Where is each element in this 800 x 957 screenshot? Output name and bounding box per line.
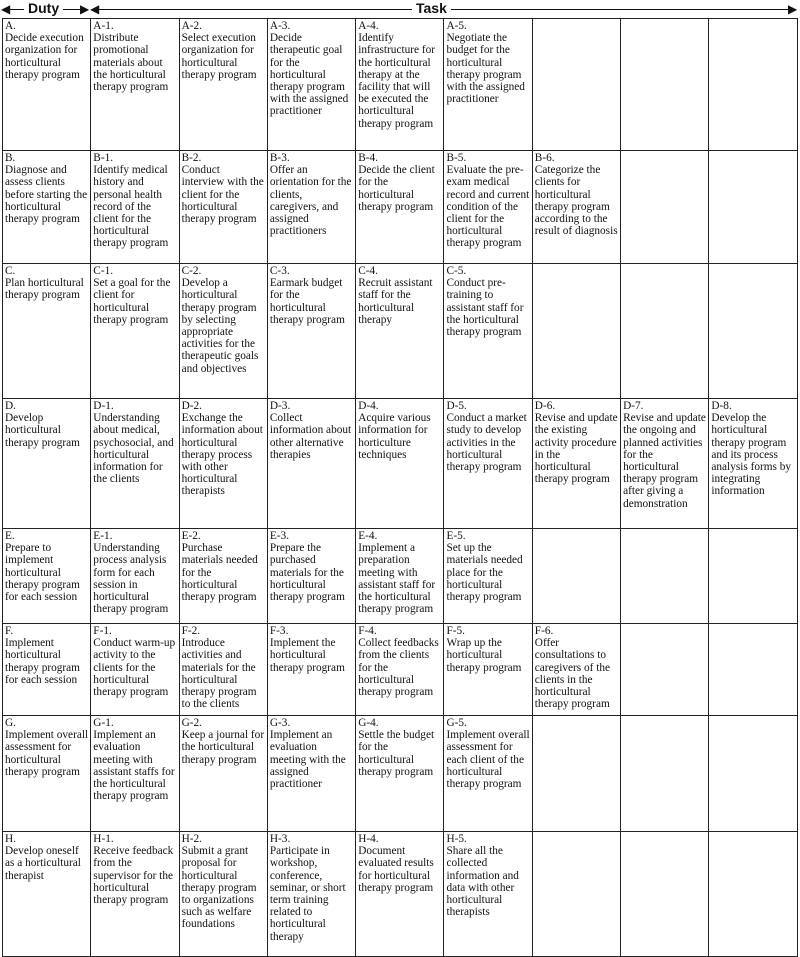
task-cell bbox=[179, 19, 267, 151]
cell-text: Participate in workshop, conference, seminar, or short term training related to horticultural therapy bbox=[269, 845, 346, 943]
cell-code: C-3. bbox=[269, 265, 290, 277]
cell-text: Settle the budget for the horticultural therapy program bbox=[358, 729, 435, 778]
table-row bbox=[3, 19, 798, 151]
cell-code: D-5. bbox=[446, 400, 467, 412]
task-cell bbox=[444, 624, 532, 716]
task-cell bbox=[356, 624, 444, 716]
cell-code: H-1. bbox=[93, 833, 114, 845]
task-header: Task bbox=[412, 0, 451, 17]
cell-code: H-3. bbox=[269, 833, 291, 845]
task-cell bbox=[179, 832, 267, 957]
task-cell bbox=[179, 716, 267, 832]
cell-text: Distribute promotional materials about the horticultural therapy program bbox=[93, 32, 169, 94]
task-cell bbox=[532, 399, 620, 529]
cell-text: Conduct interview with the client for the horticultural therapy program bbox=[181, 164, 264, 226]
cell-text: Keep a journal for the horticultural therapy program bbox=[181, 729, 265, 766]
cell-text: Develop the horticultural therapy program and its process analysis forms by integrating information bbox=[711, 412, 792, 498]
task-cell bbox=[444, 399, 532, 529]
cell-text: Set up the materials needed place for the horticultural therapy program bbox=[446, 542, 523, 604]
cell-text: Prepare to implement horticultural therapy program for each session bbox=[5, 542, 80, 604]
task-cell bbox=[267, 19, 355, 151]
cell-code: C. bbox=[5, 265, 16, 277]
cell-text: Wrap up the horticultural therapy program bbox=[446, 637, 522, 674]
cell-code: B-1. bbox=[93, 152, 114, 164]
task-cell bbox=[267, 399, 355, 529]
cell-text: Document evaluated results for horticultural therapy program bbox=[358, 845, 434, 894]
cell-text: Decide execution organization for horticultural therapy program bbox=[5, 32, 84, 81]
cell-code: G-1. bbox=[93, 717, 114, 729]
task-cell bbox=[444, 716, 532, 832]
task-cell bbox=[91, 264, 179, 399]
empty-cell bbox=[532, 264, 620, 399]
empty-cell bbox=[621, 624, 709, 716]
arrow-right-icon: ▶ bbox=[80, 2, 90, 16]
cell-text: Collect information about other alternative therapies bbox=[269, 412, 352, 461]
task-cell bbox=[91, 399, 179, 529]
cell-text: Select execution organization for horticultural therapy program bbox=[181, 32, 257, 81]
cell-text: Implement overall assessment for horticultural therapy program bbox=[5, 729, 89, 778]
cell-text: Identify infrastructure for the horticultural therapy at the facility that will be executed the horticultural therapy program bbox=[358, 32, 436, 130]
cell-code: D-1. bbox=[93, 400, 114, 412]
empty-cell bbox=[532, 832, 620, 957]
table-row bbox=[3, 832, 798, 957]
cell-text: Decide therapeutic goal for the horticultural therapy program with the assigned practitioner bbox=[269, 32, 349, 118]
task-cell bbox=[91, 832, 179, 957]
cell-code: H-4. bbox=[358, 833, 379, 845]
duty-cell bbox=[3, 529, 91, 624]
duty-task-table bbox=[2, 18, 798, 957]
cell-text: Conduct pre-training to assistant staff for the horticultural therapy program bbox=[446, 277, 524, 339]
task-cell bbox=[179, 529, 267, 624]
cell-text: Understanding process analysis form for each session in horticultural therapy program bbox=[93, 542, 169, 616]
cell-text: Identify medical history and personal health record of the client for the horticultural therapy program bbox=[93, 164, 169, 250]
cell-code: G-4. bbox=[358, 717, 379, 729]
cell-text: Revise and update the existing activity procedure in the horticultural therapy program bbox=[534, 412, 618, 486]
cell-code: A. bbox=[5, 20, 16, 32]
duty-cell bbox=[3, 716, 91, 832]
cell-code: B-6. bbox=[534, 152, 555, 164]
cell-text: Receive feedback from the supervisor for the horticultural therapy program bbox=[93, 845, 174, 907]
task-cell bbox=[709, 399, 797, 529]
task-cell bbox=[444, 529, 532, 624]
task-cell bbox=[356, 716, 444, 832]
task-cell bbox=[91, 716, 179, 832]
empty-cell bbox=[532, 19, 620, 151]
cell-text: Share all the collected information and data with other horticultural therapists bbox=[446, 845, 519, 919]
task-cell bbox=[267, 151, 355, 264]
duty-cell bbox=[3, 399, 91, 529]
cell-code: F. bbox=[5, 625, 14, 637]
cell-code: A-1. bbox=[93, 20, 114, 32]
cell-code: B-5. bbox=[446, 152, 467, 164]
cell-code: C-2. bbox=[181, 265, 202, 277]
empty-cell bbox=[621, 151, 709, 264]
cell-code: C-5. bbox=[446, 265, 467, 277]
cell-code: D-8. bbox=[711, 400, 732, 412]
cell-code: G-5. bbox=[446, 717, 467, 729]
task-cell bbox=[444, 832, 532, 957]
task-cell bbox=[267, 624, 355, 716]
task-cell bbox=[444, 264, 532, 399]
cell-text: Exchange the information about horticultural therapy process with other horticultural therapists bbox=[181, 412, 263, 498]
cell-code: A-4. bbox=[358, 20, 379, 32]
task-cell bbox=[267, 529, 355, 624]
cell-text: Collect feedbacks from the clients for the horticultural therapy program bbox=[358, 637, 439, 699]
cell-text: Diagnose and assess clients before starting the horticultural therapy program bbox=[5, 164, 88, 226]
cell-text: Purchase materials needed for the horticultural therapy program bbox=[181, 542, 258, 604]
cell-text: Set a goal for the client for horticultural therapy program bbox=[93, 277, 171, 326]
empty-cell bbox=[621, 716, 709, 832]
empty-cell bbox=[709, 19, 797, 151]
empty-cell bbox=[621, 19, 709, 151]
cell-text: Develop horticultural therapy program bbox=[5, 412, 80, 449]
cell-code: F-3. bbox=[269, 625, 289, 637]
cell-text: Negotiate the budget for the horticultural therapy program with the assigned practitioner bbox=[446, 32, 525, 106]
cell-code: B-4. bbox=[358, 152, 378, 164]
empty-cell bbox=[621, 529, 709, 624]
duty-cell bbox=[3, 19, 91, 151]
cell-text: Implement an evaluation meeting with assistant staffs for the horticultural therapy program bbox=[93, 729, 175, 803]
empty-cell bbox=[709, 624, 797, 716]
task-cell bbox=[179, 151, 267, 264]
cell-text: Decide the client for the horticultural therapy program bbox=[358, 164, 435, 213]
empty-cell bbox=[621, 832, 709, 957]
cell-code: D-6. bbox=[534, 400, 556, 412]
cell-code: E-1. bbox=[93, 530, 113, 542]
cell-text: Prepare the purchased materials for the horticultural therapy program bbox=[269, 542, 345, 604]
cell-text: Develop a horticultural therapy program by selecting appropriate activities for the therapeutic goals and objectives bbox=[181, 277, 259, 375]
cell-code: F-4. bbox=[358, 625, 377, 637]
cell-code: D-3. bbox=[269, 400, 291, 412]
empty-cell bbox=[709, 264, 797, 399]
task-cell bbox=[179, 624, 267, 716]
empty-cell bbox=[621, 264, 709, 399]
empty-cell bbox=[709, 716, 797, 832]
cell-code: F-2. bbox=[181, 625, 201, 637]
task-cell bbox=[356, 264, 444, 399]
cell-text: Recruit assistant staff for the horticultural therapy bbox=[358, 277, 433, 326]
arrow-left-icon: ◀ bbox=[90, 2, 100, 16]
cell-code: G. bbox=[5, 717, 16, 729]
task-cell bbox=[179, 264, 267, 399]
task-cell bbox=[356, 529, 444, 624]
task-cell bbox=[532, 624, 620, 716]
cell-code: C-1. bbox=[93, 265, 114, 277]
cell-code: E. bbox=[5, 530, 15, 542]
cell-text: Conduct warm-up activity to the clients for the horticultural therapy program bbox=[93, 637, 176, 699]
cell-text: Acquire various information for horticulture techniques bbox=[358, 412, 431, 461]
cell-text: Introduce activities and materials for the horticultural therapy program to the clients bbox=[181, 637, 257, 711]
cell-code: D-4. bbox=[358, 400, 379, 412]
cell-code: H. bbox=[5, 833, 16, 845]
cell-text: Understanding about medical, psychosocial, and horticultural information for the clients bbox=[93, 412, 174, 486]
cell-text: Categorize the clients for horticultural therapy program according to the result of diagnosis bbox=[534, 164, 618, 238]
task-cell bbox=[267, 716, 355, 832]
cell-code: F-6. bbox=[534, 625, 554, 637]
table-row bbox=[3, 716, 798, 832]
task-cell bbox=[91, 529, 179, 624]
cell-text: Submit a grant proposal for horticultural therapy program to organizations such as welfare foundations bbox=[181, 845, 257, 931]
cell-text: Offer an orientation for the clients, caregivers, and assigned practitioners bbox=[269, 164, 352, 238]
duty-cell bbox=[3, 624, 91, 716]
task-cell bbox=[356, 151, 444, 264]
duty-cell bbox=[3, 151, 91, 264]
task-cell bbox=[356, 19, 444, 151]
arrow-left-icon: ◀ bbox=[1, 2, 11, 16]
cell-code: G-3. bbox=[269, 717, 291, 729]
cell-text: Implement an evaluation meeting with the assigned practitioner bbox=[269, 729, 346, 791]
cell-text: Conduct a market study to develop activities in the horticultural therapy program bbox=[446, 412, 527, 474]
cell-text: Offer consultations to caregivers of the clients in the horticultural therapy program bbox=[534, 637, 611, 711]
cell-text: Implement a preparation meeting with assistant staff for the horticultural therapy program bbox=[358, 542, 436, 616]
cell-code: B. bbox=[5, 152, 16, 164]
cell-code: D-2. bbox=[181, 400, 202, 412]
cell-text: Implement the horticultural therapy program bbox=[269, 637, 345, 674]
cell-code: A-3. bbox=[269, 20, 291, 32]
cell-code: D. bbox=[5, 400, 16, 412]
task-cell bbox=[356, 832, 444, 957]
table-row bbox=[3, 151, 798, 264]
task-cell bbox=[444, 151, 532, 264]
task-cell bbox=[621, 399, 709, 529]
cell-code: A-2. bbox=[181, 20, 202, 32]
arrow-right-icon: ▶ bbox=[788, 2, 798, 16]
cell-code: B-2. bbox=[181, 152, 202, 164]
table-row bbox=[3, 624, 798, 716]
cell-code: F-5. bbox=[446, 625, 466, 637]
task-cell bbox=[444, 19, 532, 151]
cell-code: E-2. bbox=[181, 530, 201, 542]
task-cell bbox=[91, 624, 179, 716]
task-cell bbox=[179, 399, 267, 529]
empty-cell bbox=[532, 529, 620, 624]
cell-code: A-5. bbox=[446, 20, 467, 32]
cell-text: Develop oneself as a horticultural therapist bbox=[5, 845, 81, 882]
column-header bbox=[0, 0, 800, 18]
cell-code: C-4. bbox=[358, 265, 378, 277]
cell-text: Implement horticultural therapy program for each session bbox=[5, 637, 80, 686]
cell-code: D-7. bbox=[623, 400, 644, 412]
duty-header: Duty bbox=[24, 0, 63, 17]
task-cell bbox=[91, 151, 179, 264]
task-cell bbox=[267, 832, 355, 957]
table-row bbox=[3, 529, 798, 624]
empty-cell bbox=[709, 832, 797, 957]
cell-text: Earmark budget for the horticultural therapy program bbox=[269, 277, 345, 326]
table-row bbox=[3, 264, 798, 399]
task-cell bbox=[532, 151, 620, 264]
empty-cell bbox=[709, 529, 797, 624]
empty-cell bbox=[709, 151, 797, 264]
cell-code: E-4. bbox=[358, 530, 378, 542]
cell-code: E-5. bbox=[446, 530, 466, 542]
cell-code: G-2. bbox=[181, 717, 202, 729]
duty-cell bbox=[3, 832, 91, 957]
cell-text: Evaluate the pre-exam medical record and current condition of the client for the horticultural therapy program bbox=[446, 164, 530, 250]
cell-code: E-3. bbox=[269, 530, 290, 542]
cell-text: Revise and update the ongoing and planned activities for the horticultural therapy program after giving a demonstration bbox=[623, 412, 706, 510]
cell-code: H-5. bbox=[446, 833, 467, 845]
cell-code: B-3. bbox=[269, 152, 290, 164]
duty-cell bbox=[3, 264, 91, 399]
cell-text: Implement overall assessment for each client of the horticultural therapy program bbox=[446, 729, 530, 791]
table-row bbox=[3, 399, 798, 529]
cell-code: F-1. bbox=[93, 625, 112, 637]
cell-text: Plan horticultural therapy program bbox=[5, 277, 84, 302]
cell-code: H-2. bbox=[181, 833, 202, 845]
task-cell bbox=[91, 19, 179, 151]
task-cell bbox=[267, 264, 355, 399]
task-cell bbox=[356, 399, 444, 529]
empty-cell bbox=[532, 716, 620, 832]
